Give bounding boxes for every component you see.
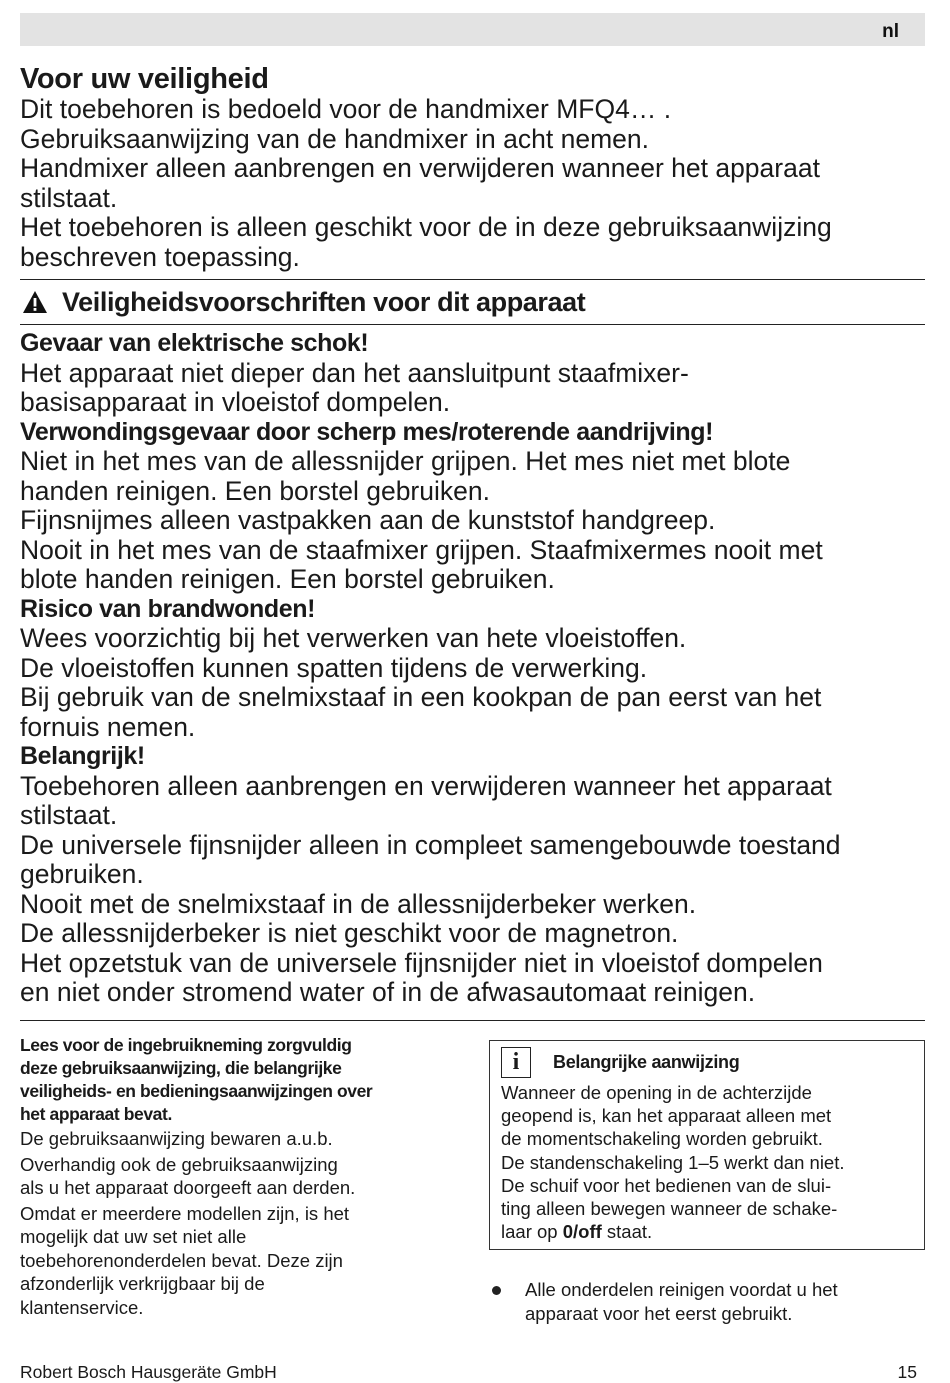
note-line: De schuif voor het bedienen van de slui-	[501, 1174, 832, 1196]
important-note-title: Belangrijke aanwijzing	[553, 1051, 740, 1072]
list-item-line: Alle onderdelen reinigen voordat u het	[525, 1279, 838, 1301]
important-note-header	[501, 1043, 914, 1081]
intro-text	[20, 95, 925, 272]
instruction-line: fornuis nemen.	[20, 711, 196, 742]
note-line: ting alleen bewegen wanneer de schake-	[501, 1198, 838, 1220]
instruction-line: Nooit in het mes van de staafmixer grijpen. Staafmixermes nooit met	[20, 534, 823, 565]
instruction-line: Het opzetstuk van de universele fijnsnijder niet in vloeistof dompelen	[20, 947, 823, 978]
language-code: nl	[882, 21, 899, 42]
notice-line: De gebruiksaanwijzing bewaren a.u.b.	[20, 1128, 333, 1149]
hazard-heading: Gevaar van elektrische schok!	[20, 329, 369, 357]
intro-line: beschreven toepassing.	[20, 241, 300, 272]
intro-line: Gebruiksaanwijzing van de handmixer in acht nemen.	[20, 123, 649, 154]
language-bar	[20, 13, 925, 46]
notice-line: Overhandig ook de gebruiksaanwijzing	[20, 1153, 338, 1175]
instruction-line: en niet onder stromend water of in de afwasautomaat reinigen.	[20, 977, 756, 1007]
instruction-line: Het apparaat niet dieper dan het aansluitpunt staafmixer-	[20, 357, 689, 388]
page-number: 15	[897, 1362, 917, 1382]
divider	[20, 1020, 925, 1021]
notice-line: toebehorenonderdelen bevat. Deze zijn	[20, 1249, 343, 1271]
section-title-safety: Voor uw veiligheid	[20, 63, 269, 95]
divider	[20, 324, 925, 325]
instruction-line: De universele fijnsnijder alleen in compleet samengebouwde toestand	[20, 829, 841, 860]
footer-company: Robert Bosch Hausgeräte GmbH	[20, 1362, 277, 1382]
note-text: staat.	[601, 1221, 653, 1243]
main-content	[20, 62, 925, 1008]
notice-bold-line: het apparaat bevat.	[20, 1104, 172, 1124]
usage-notes	[20, 1034, 460, 1319]
note-line: de momentschakeling worden gebruikt.	[501, 1128, 823, 1150]
notice-line: mogelijk dat uw set niet alle	[20, 1226, 247, 1247]
intro-line: stilstaat.	[20, 182, 118, 213]
notice-bold-line: veiligheids- en bedieningsaanwijzingen over	[20, 1081, 373, 1101]
safety-heading	[20, 280, 925, 324]
off-position-label: 0/off	[562, 1221, 602, 1243]
instruction-line: gebruiken.	[20, 859, 144, 889]
bullet-icon	[492, 1286, 501, 1295]
instruction-line: De vloeistoffen kunnen spatten tijdens de verwerking.	[20, 652, 648, 683]
intro-line: Dit toebehoren is bedoeld voor de handmixer MFQ4… .	[20, 94, 672, 124]
instruction-line: stilstaat.	[20, 800, 118, 830]
info-icon: i	[501, 1047, 531, 1078]
hazard-heading: Belangrijk!	[20, 742, 145, 770]
hazard-heading: Verwondingsgevaar door scherp mes/roterende aandrijving!	[20, 417, 714, 446]
hazard-heading: Risico van brandwonden!	[20, 594, 315, 623]
instruction-line: Toebehoren alleen aanbrengen en verwijderen wanneer het apparaat	[20, 770, 832, 801]
instruction-line: blote handen reinigen. Een borstel gebruiken.	[20, 564, 555, 594]
important-note-box	[489, 1040, 925, 1250]
notice-line: als u het apparaat doorgeeft aan derden.	[20, 1177, 356, 1198]
notice-line: afzonderlijk verkrijgbaar bij de	[20, 1273, 265, 1294]
instruction-line: De allessnijderbeker is niet geschikt voor de magnetron.	[20, 918, 679, 948]
list-item-line: apparaat voor het eerst gebruikt.	[525, 1302, 793, 1324]
note-line: Wanneer de opening in de achterzijde	[501, 1082, 812, 1103]
note-line: De standenschakeling 1–5 werkt dan niet.	[501, 1151, 845, 1173]
instruction-line: basisapparaat in vloeistof dompelen.	[20, 387, 451, 417]
notice-bold-line: deze gebruiksaanwijzing, die belangrijke	[20, 1058, 342, 1078]
intro-line: Handmixer alleen aanbrengen en verwijderen wanneer het apparaat	[20, 153, 820, 183]
intro-line: Het toebehoren is alleen geschikt voor de in deze gebruiksaanwijzing	[20, 212, 832, 242]
instruction-line: Niet in het mes van de allessnijder grijpen. Het mes niet met blote	[20, 446, 791, 476]
list-item	[489, 1278, 925, 1325]
right-column	[489, 1040, 925, 1325]
instruction-line: Nooit met de snelmixstaaf in de allessnijderbeker werken.	[20, 888, 697, 919]
notice-bold-line: Lees voor de ingebruikneming zorgvuldig	[20, 1035, 352, 1055]
note-text: laar op	[501, 1221, 563, 1243]
instruction-line: handen reinigen. Een borstel gebruiken.	[20, 475, 490, 506]
warning-triangle-icon	[22, 290, 48, 314]
notice-line: Omdat er meerdere modellen zijn, is het	[20, 1202, 350, 1224]
safety-instructions	[20, 329, 925, 1008]
safety-title: Veiligheidsvoorschriften voor dit apparaat	[62, 286, 586, 317]
note-line-last	[501, 1220, 914, 1243]
notice-line: klantenservice.	[20, 1296, 144, 1318]
list-item-text	[525, 1278, 838, 1325]
instruction-line: Fijnsnijmes alleen vastpakken aan de kunststof handgreep.	[20, 505, 716, 535]
instruction-line: Bij gebruik van de snelmixstaaf in een kookpan de pan eerst van het	[20, 682, 822, 712]
note-line: geopend is, kan het apparaat alleen met	[501, 1105, 832, 1127]
instruction-line: Wees voorzichtig bij het verwerken van hete vloeistoffen.	[20, 623, 687, 653]
